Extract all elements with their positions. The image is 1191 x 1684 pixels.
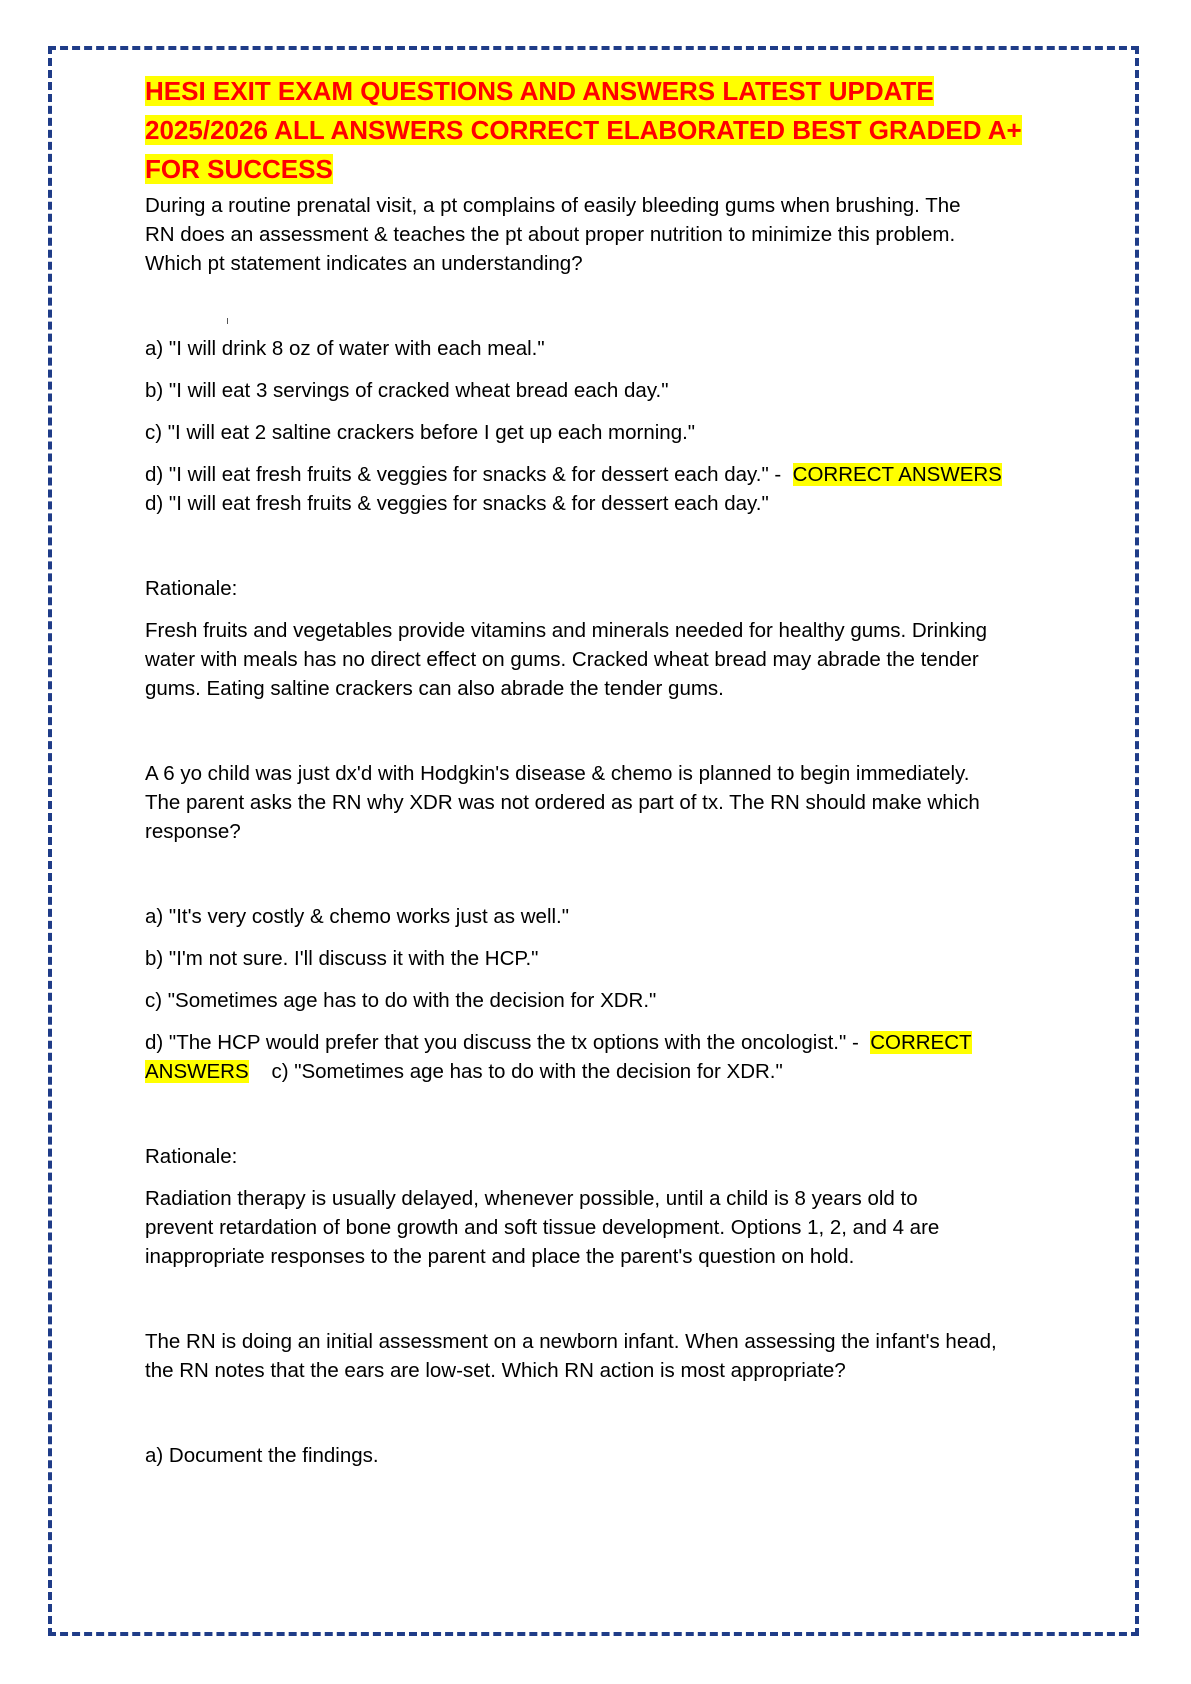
q1-rationale [145,616,1075,703]
q2-option-d [145,1028,1075,1057]
q2-stem [145,759,1075,846]
q3-stem-line-2: the RN notes that the ears are low-set. Which RN action is most appropriate? [145,1359,846,1382]
q1-rationale-label: Rationale: [145,577,238,600]
q1-option-b: b) "I will eat 3 servings of cracked wheat bread each day." [145,379,669,402]
q1-answer: d) "I will eat fresh fruits & veggies for snacks & for dessert each day." [145,492,769,515]
q1-correct-label: CORRECT ANSWERS [792,463,1002,486]
title-line-1: HESI EXIT EXAM QUESTIONS AND ANSWERS LATEST UPDATE [145,76,934,106]
q3-stem-line-1: The RN is doing an initial assessment on a newborn infant. When assessing the infant's head, [145,1330,997,1353]
q2-option-b: b) "I'm not sure. I'll discuss it with the HCP." [145,947,539,970]
q2-option-c: c) "Sometimes age has to do with the decision for XDR." [145,989,657,1012]
title-line-2: 2025/2026 ALL ANSWERS CORRECT ELABORATED BEST GRADED A+ [145,115,1022,145]
q2-answer-line [145,1057,1075,1086]
document-title [145,72,1075,189]
q1-stem-line-3: Which pt statement indicates an understanding? [145,252,583,275]
q3-stem [145,1327,1075,1385]
q2-rationale-line-2: prevent retardation of bone growth and soft tissue development. Options 1, 2, and 4 are [145,1216,940,1239]
q1-option-d-text: d) "I will eat fresh fruits & veggies for snacks & for dessert each day." - [145,463,793,486]
q3-option-a: a) Document the findings. [145,1444,379,1467]
q1-stem-line-2: RN does an assessment & teaches the pt about proper nutrition to minimize this problem. [145,223,956,246]
q2-stem-line-3: response? [145,820,241,843]
title-line-3: FOR SUCCESS [145,154,333,184]
q2-correct-label-cont: ANSWERS [145,1060,249,1083]
q2-rationale-label: Rationale: [145,1145,238,1168]
q2-rationale-line-1: Radiation therapy is usually delayed, whenever possible, until a child is 8 years old to [145,1187,918,1210]
q2-rationale-line-3: inappropriate responses to the parent and place the parent's question on hold. [145,1245,855,1268]
q2-answer: c) "Sometimes age has to do with the decision for XDR." [248,1060,783,1083]
q1-stem [145,191,1075,278]
q1-rationale-line-3: gums. Eating saltine crackers can also abrade the tender gums. [145,677,724,700]
q1-rationale-line-1: Fresh fruits and vegetables provide vitamins and minerals needed for healthy gums. Drinking [145,619,988,642]
q2-rationale [145,1184,1075,1271]
document-body [145,72,1075,1470]
q2-stem-line-2: The parent asks the RN why XDR was not ordered as part of tx. The RN should make which [145,791,980,814]
q1-rationale-line-2: water with meals has no direct effect on gums. Cracked wheat bread may abrade the tender [145,648,979,671]
q2-option-a: a) "It's very costly & chemo works just as well." [145,905,570,928]
q2-correct-label: CORRECT [870,1031,972,1054]
q1-option-d [145,460,1075,489]
q2-option-d-text: d) "The HCP would prefer that you discuss the tx options with the oncologist." - [145,1031,871,1054]
q1-option-c: c) "I will eat 2 saltine crackers before I get up each morning." [145,421,696,444]
q1-stem-line-1: During a routine prenatal visit, a pt complains of easily bleeding gums when brushing. The [145,194,961,217]
q2-stem-line-1: A 6 yo child was just dx'd with Hodgkin's disease & chemo is planned to begin immediately. [145,762,970,785]
q1-option-a: a) "I will drink 8 oz of water with each meal." [145,337,545,360]
